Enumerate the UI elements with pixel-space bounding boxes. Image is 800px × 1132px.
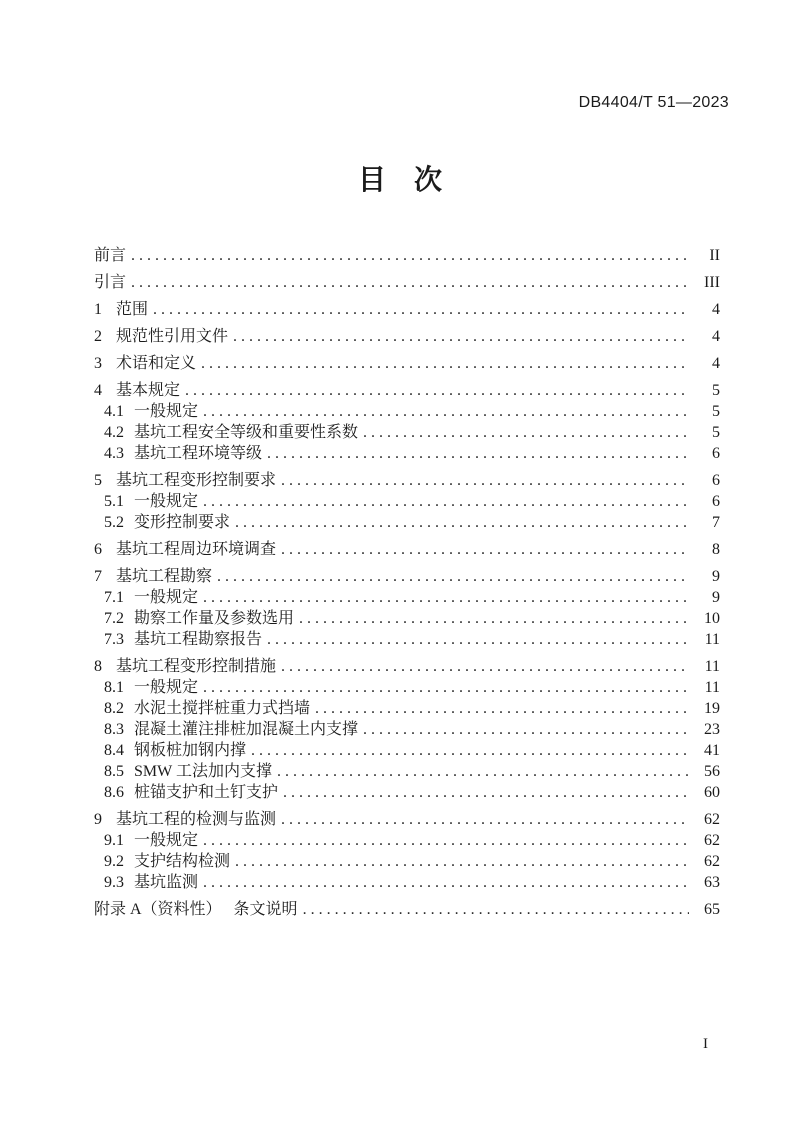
toc-dot-leader xyxy=(201,353,689,374)
toc-entry-number: 7.2 xyxy=(104,610,124,627)
toc-entry-title: 钢板桩加钢内撑 xyxy=(134,742,247,759)
toc-entry-title: 术语和定义 xyxy=(116,355,197,372)
toc-entry xyxy=(94,740,720,761)
toc-entry xyxy=(94,422,720,443)
toc-entry-page: 8 xyxy=(712,541,720,558)
toc-entry-title: 基本规定 xyxy=(116,382,181,399)
toc-entry-title: 一般规定 xyxy=(134,493,199,510)
toc-entry-number: 9.3 xyxy=(104,874,124,891)
toc-entry-title: 基坑工程环境等级 xyxy=(134,445,263,462)
toc-entry-number: 5.2 xyxy=(104,514,124,531)
toc-entry-title: 桩锚支护和土钉支护 xyxy=(134,784,279,801)
toc-entry-number: 9.2 xyxy=(104,853,124,870)
toc-dot-leader xyxy=(267,629,689,650)
toc-entry xyxy=(94,677,720,698)
toc-dot-leader xyxy=(203,401,689,422)
toc-dot-leader xyxy=(363,719,689,740)
toc-entry-page: 10 xyxy=(704,610,720,627)
toc-entry-title: 基坑工程周边环境调查 xyxy=(116,541,277,558)
toc-entry-number: 4.2 xyxy=(104,424,124,441)
toc-entry-page: 4 xyxy=(712,301,720,318)
toc-dot-leader xyxy=(203,830,689,851)
toc-entry-number: 5.1 xyxy=(104,493,124,510)
toc-dot-leader xyxy=(281,809,689,830)
toc-entry-page: 4 xyxy=(712,355,720,372)
toc-entry xyxy=(94,851,720,872)
toc-entry-title: 勘察工作量及参数选用 xyxy=(134,610,295,627)
toc-dot-leader xyxy=(277,761,689,782)
standard-number: DB4404/T 51—2023 xyxy=(578,94,729,111)
toc-entry-page: 11 xyxy=(704,679,720,696)
toc-entry-page: 65 xyxy=(704,901,720,918)
toc-entry xyxy=(94,608,720,629)
toc-entry xyxy=(94,719,720,740)
toc-entry-page: 5 xyxy=(712,424,720,441)
toc-entry-page: III xyxy=(704,274,720,291)
toc-entry-page: 9 xyxy=(712,589,720,606)
toc-entry xyxy=(94,539,720,560)
toc-entry xyxy=(94,512,720,533)
toc-entry-title: 基坑工程安全等级和重要性系数 xyxy=(134,424,359,441)
toc-dot-leader xyxy=(363,422,689,443)
toc-entry-page: 41 xyxy=(704,742,720,759)
toc-entry-page: 6 xyxy=(712,493,720,510)
toc-entry-page: 62 xyxy=(704,811,720,828)
toc-entry-page: 4 xyxy=(712,328,720,345)
toc-entry-number: 9 xyxy=(94,811,102,828)
toc-entry-title: 基坑工程的检测与监测 xyxy=(116,811,277,828)
toc-entry-number: 1 xyxy=(94,301,102,318)
toc-entry xyxy=(94,353,720,374)
toc-entry-number: 8 xyxy=(94,658,102,675)
toc-dot-leader xyxy=(233,326,689,347)
toc-entry-number: 8.6 xyxy=(104,784,124,801)
toc-entry xyxy=(94,587,720,608)
toc-entry xyxy=(94,326,720,347)
toc-dot-leader xyxy=(299,608,689,629)
toc-dot-leader xyxy=(185,380,689,401)
toc-dot-leader xyxy=(217,566,689,587)
toc-entry xyxy=(94,491,720,512)
toc-entry-number: 7.3 xyxy=(104,631,124,648)
toc-entry-title: 基坑工程变形控制要求 xyxy=(116,472,277,489)
toc-entry xyxy=(94,809,720,830)
toc-entry xyxy=(94,761,720,782)
toc-entry-page: 62 xyxy=(704,832,720,849)
toc-entry xyxy=(94,656,720,677)
toc-entry-number: 9.1 xyxy=(104,832,124,849)
toc-entry-page: 9 xyxy=(712,568,720,585)
toc-entry xyxy=(94,272,720,293)
toc-entry-number: 4.1 xyxy=(104,403,124,420)
toc-entry-title: 规范性引用文件 xyxy=(116,328,229,345)
toc-entry-page: 5 xyxy=(712,382,720,399)
toc-entry-number: 7 xyxy=(94,568,102,585)
toc-entry xyxy=(94,470,720,491)
toc-entry-page: 7 xyxy=(712,514,720,531)
toc-entry xyxy=(94,299,720,320)
toc-entry-title: 支护结构检测 xyxy=(134,853,231,870)
toc-entry-number: 2 xyxy=(94,328,102,345)
toc-dot-leader xyxy=(281,539,689,560)
footer-page-number: I xyxy=(703,1036,708,1052)
toc-entry-number: 4 xyxy=(94,382,102,399)
toc-entry-title: 一般规定 xyxy=(134,832,199,849)
toc-entry-title: 混凝土灌注排桩加混凝土内支撑 xyxy=(134,721,359,738)
toc-entry-title: 引言 xyxy=(94,274,127,291)
toc-entry-title: 前言 xyxy=(94,247,127,264)
toc-entry-page: 63 xyxy=(704,874,720,891)
toc-entry xyxy=(94,782,720,803)
toc-entry-number: 8.4 xyxy=(104,742,124,759)
toc-entry-number: 8.5 xyxy=(104,763,124,780)
toc-entry-title: 基坑工程勘察 xyxy=(116,568,213,585)
toc-entry-title: 一般规定 xyxy=(134,589,199,606)
toc-list xyxy=(94,239,720,920)
toc-entry xyxy=(94,872,720,893)
toc-entry-number: 3 xyxy=(94,355,102,372)
toc-dot-leader xyxy=(267,443,689,464)
toc-dot-leader xyxy=(303,899,689,920)
toc-dot-leader xyxy=(203,872,689,893)
toc-entry-page: 11 xyxy=(704,631,720,648)
toc-entry-title: 一般规定 xyxy=(134,679,199,696)
toc-dot-leader xyxy=(203,491,689,512)
toc-entry-number: 6 xyxy=(94,541,102,558)
toc-entry-title: 水泥土搅拌桩重力式挡墙 xyxy=(134,700,311,717)
toc-entry-page: 6 xyxy=(712,445,720,462)
toc-entry-title: 附录 A（资料性） 条文说明 xyxy=(94,901,298,918)
toc-entry-title: 范围 xyxy=(116,301,149,318)
toc-entry xyxy=(94,830,720,851)
toc-dot-leader xyxy=(131,272,689,293)
toc-dot-leader xyxy=(235,512,689,533)
page-title: 目 次 xyxy=(357,164,442,195)
toc-entry-title: 一般规定 xyxy=(134,403,199,420)
toc-entry-title: 基坑工程勘察报告 xyxy=(134,631,263,648)
toc-entry-title: 基坑监测 xyxy=(134,874,199,891)
toc-dot-leader xyxy=(153,299,689,320)
toc-entry-number: 8.2 xyxy=(104,700,124,717)
toc-entry xyxy=(94,698,720,719)
toc-entry xyxy=(94,380,720,401)
toc-entry-page: 5 xyxy=(712,403,720,420)
toc-entry-page: II xyxy=(709,247,720,264)
toc-entry-page: 60 xyxy=(704,784,720,801)
toc-entry-title: 变形控制要求 xyxy=(134,514,231,531)
toc-dot-leader xyxy=(235,851,689,872)
toc-dot-leader xyxy=(251,740,689,761)
toc-entry-number: 5 xyxy=(94,472,102,489)
toc-dot-leader xyxy=(203,587,689,608)
toc-entry xyxy=(94,245,720,266)
toc-entry-page: 62 xyxy=(704,853,720,870)
toc-entry xyxy=(94,443,720,464)
toc-entry-page: 6 xyxy=(712,472,720,489)
toc-dot-leader xyxy=(131,245,689,266)
toc-entry-number: 8.1 xyxy=(104,679,124,696)
toc-entry xyxy=(94,629,720,650)
toc-dot-leader xyxy=(203,677,689,698)
toc-entry-title: 基坑工程变形控制措施 xyxy=(116,658,277,675)
toc-entry-number: 7.1 xyxy=(104,589,124,606)
toc-entry-title: SMW 工法加内支撑 xyxy=(134,763,272,780)
toc-dot-leader xyxy=(281,470,689,491)
toc-entry xyxy=(94,401,720,422)
toc-dot-leader xyxy=(283,782,689,803)
toc-entry-number: 8.3 xyxy=(104,721,124,738)
toc-entry-page: 11 xyxy=(704,658,720,675)
toc-dot-leader xyxy=(281,656,689,677)
toc-entry xyxy=(94,566,720,587)
toc-entry-page: 23 xyxy=(704,721,720,738)
toc-entry-page: 56 xyxy=(704,763,720,780)
toc-entry-number: 4.3 xyxy=(104,445,124,462)
toc-dot-leader xyxy=(315,698,689,719)
toc-entry xyxy=(94,899,720,920)
toc-entry-page: 19 xyxy=(704,700,720,717)
